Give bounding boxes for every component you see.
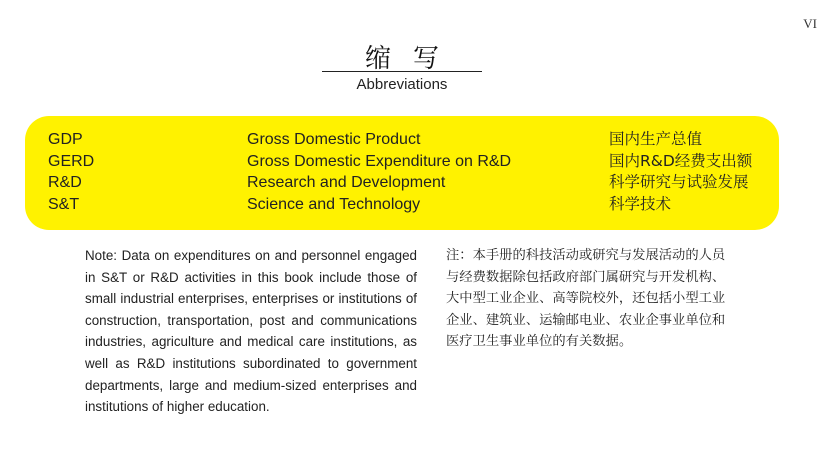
abbreviation-english: Research and Development — [247, 174, 446, 191]
note-chinese: 注：本手册的科技活动或研究与发展活动的人员与经费数据除包括政府部门属研究与开发机构、大中型工业企业、高等院校外，还包括小型工业企业、建筑业、运输邮电业、农业企事业单位和医疗卫生事业单位的有关数据。 — [446, 248, 726, 350]
abbreviation-row — [25, 194, 779, 215]
abbreviation-chinese: 科学技术 — [609, 195, 672, 213]
abbreviation-chinese: 国内生产总值 — [609, 130, 703, 148]
abbreviation-code: GDP — [48, 131, 83, 148]
abbreviation-code: GERD — [48, 153, 95, 170]
abbreviation-chinese: 国内R&D经费支出额 — [609, 152, 753, 170]
abbreviation-chinese: 科学研究与试验发展 — [609, 173, 749, 191]
abbreviation-row — [25, 151, 779, 172]
abbreviation-code: R&D — [48, 174, 82, 191]
page-title-english: Abbreviations — [356, 76, 448, 93]
page-number: VI — [803, 16, 817, 31]
abbreviation-row — [25, 129, 779, 150]
abbreviation-english: Gross Domestic Product — [247, 131, 421, 148]
abbreviation-row — [25, 172, 779, 193]
abbreviation-english: Science and Technology — [247, 196, 421, 213]
page-title-chinese: 缩写 — [364, 44, 461, 74]
abbreviations-panel — [25, 116, 779, 230]
abbreviation-code: S&T — [48, 196, 80, 213]
abbreviation-english: Gross Domestic Expenditure on R&D — [247, 153, 512, 170]
note-english: Note: Data on expenditures on and personnel engaged in S&T or R&D activities in this book include those of small industrial enterprises, enterprises or institutions of construction, transportation, post and communications industries, agriculture and medical care institutions, as well as R&D institutions subordinated to government departments, large and medium-sized enterprises and institutions of higher education. — [85, 248, 417, 415]
title-underline — [322, 71, 482, 72]
